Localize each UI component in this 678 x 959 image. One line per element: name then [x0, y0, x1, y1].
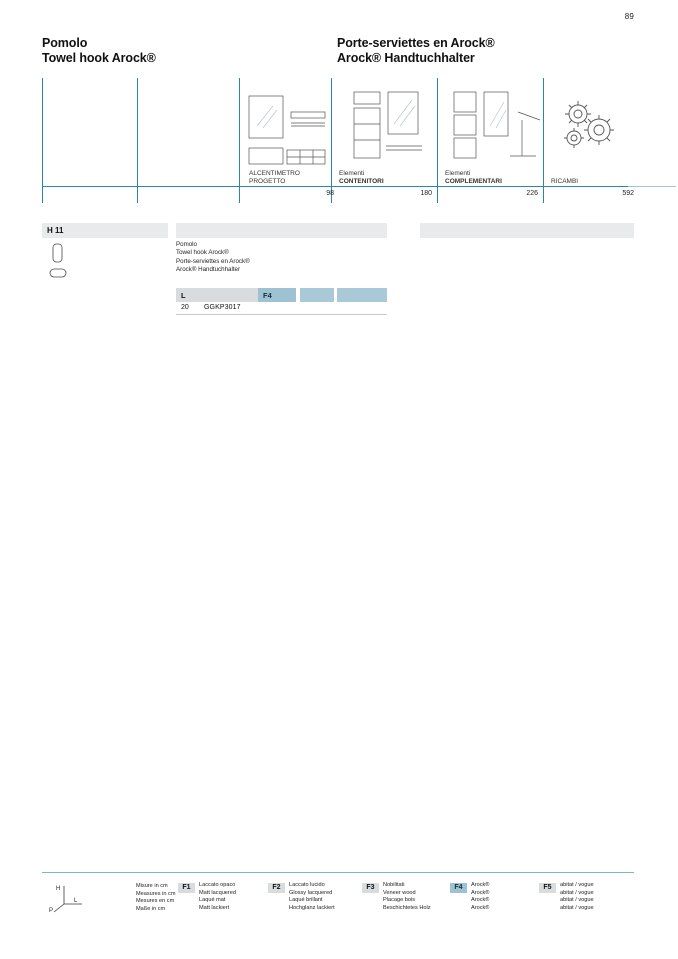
finish-text-f1 [199, 882, 236, 912]
nav-number-0: 98 [326, 190, 334, 197]
spec-header-finish-f4 [258, 288, 296, 302]
finish-f5-line1: abitat / vogue [560, 882, 594, 888]
page-title-right [337, 36, 495, 66]
finish-code-f2: F2 [268, 883, 285, 893]
finish-code-f5: F5 [539, 883, 556, 893]
finish-f5-line3: abitat / vogue [560, 897, 594, 904]
spec-header-col3 [300, 288, 334, 302]
description-band [176, 223, 387, 238]
measures-line3: Mesures en cm [136, 898, 175, 905]
nav-number-1: 180 [420, 190, 432, 197]
finish-f5-line4: abitat / vogue [560, 904, 594, 911]
nav-tick-1 [137, 78, 138, 203]
finish-f5-line2: abitat / vogue [560, 889, 594, 896]
finish-f3-line3: Placage bois [383, 897, 416, 904]
finish-text-f4 [471, 882, 489, 912]
nav-category-0-line2: PROGETTO [249, 178, 286, 185]
nav-category-0-line1: ALCENTIMETRO [249, 170, 300, 177]
dimension-axes-icon [48, 882, 92, 914]
nav-baseline [42, 186, 634, 187]
page-title-right-line2: Arock® Handtuchhalter [337, 51, 475, 65]
nav-number-3: 592 [622, 190, 634, 197]
finish-f4-line4: Arock® [471, 904, 490, 911]
nav-category-3[interactable] [551, 178, 578, 186]
towel-hook-icon [46, 243, 76, 283]
measures-legend [136, 883, 175, 913]
measures-line1: Misure in cm [136, 883, 168, 889]
gear-icon [554, 94, 624, 158]
nav-tick-4 [437, 78, 438, 203]
measures-line4: Maße in cm [136, 905, 166, 912]
spec-cell-size: 20 [181, 304, 189, 311]
footer-divider [42, 872, 634, 873]
finish-f3-line1: Nobilitati [383, 882, 405, 888]
spec-header-length-label: L [181, 291, 186, 300]
nav-category-0[interactable] [249, 170, 300, 186]
nav-tick-0 [42, 78, 43, 203]
finish-text-f3 [383, 882, 431, 912]
sketch-complementari [452, 90, 544, 168]
page-title-right-line1: Porte-serviettes en Arock® [337, 36, 495, 50]
nav-baseline-extension [628, 186, 676, 187]
nav-number-2: 226 [526, 190, 538, 197]
finish-f2-line3: Laqué brillant [289, 897, 323, 904]
finish-f1-line4: Matt lackiert [199, 904, 230, 911]
page-title-left [42, 36, 156, 66]
finish-f2-line1: Laccato lucido [289, 882, 325, 888]
nav-category-3-line2: RICAMBI [551, 178, 579, 185]
finish-f2-line4: Hochglanz lackiert [289, 904, 335, 911]
finish-f3-line2: Veneer wood [383, 889, 416, 896]
finish-text-f5 [560, 882, 594, 912]
spec-header-finish-f4-label: F4 [263, 291, 272, 300]
svg-text:P: P [49, 908, 54, 914]
nav-tick-2 [239, 78, 240, 203]
finish-text-f2 [289, 882, 335, 912]
product-description-line1: Pomolo [176, 241, 197, 248]
finish-f1-line1: Laccato opaco [199, 882, 236, 888]
page-number: 89 [624, 12, 634, 21]
nav-category-2-line1: Elementi [445, 170, 471, 177]
product-description [176, 241, 250, 275]
page-title-left-line1: Pomolo [42, 36, 88, 50]
sketch-alcentimetro [247, 92, 333, 172]
finish-f2-line2: Glossy lacquered [289, 889, 333, 896]
product-description-line3: Porte-serviettes en Arock® [176, 257, 250, 265]
measures-line2: Measures in cm [136, 890, 176, 897]
svg-text:L: L [74, 898, 78, 904]
spec-header-length [176, 288, 258, 302]
finish-f1-line3: Laqué mat [199, 897, 226, 904]
sketch-contenitori [352, 90, 430, 166]
product-description-line2: Towel hook Arock® [176, 249, 229, 257]
nav-category-2[interactable] [445, 170, 502, 186]
finish-f4-line1: Arock® [471, 882, 490, 888]
height-band-label: H 11 [47, 226, 64, 235]
page-title-left-line2: Towel hook Arock® [42, 51, 156, 65]
svg-text:H: H [56, 886, 61, 892]
spec-cell-code: GGKP3017 [204, 304, 241, 311]
finish-code-f3: F3 [362, 883, 379, 893]
nav-category-1-line2: CONTENITORI [339, 178, 384, 185]
spec-header-col4 [337, 288, 387, 302]
finish-f4-line2: Arock® [471, 889, 490, 896]
spec-table [176, 288, 387, 315]
finish-code-f4: F4 [450, 883, 467, 893]
nav-category-1[interactable] [339, 170, 384, 186]
product-description-line4: Arock® Handtuchhalter [176, 266, 241, 274]
spec-table-header [176, 288, 387, 302]
finish-f1-line2: Matt lacquered [199, 889, 237, 896]
right-band [420, 223, 634, 238]
nav-category-1-line1: Elementi [339, 170, 365, 177]
table-row [176, 302, 387, 315]
finish-f3-line4: Beschichtetes Holz [383, 904, 431, 911]
nav-category-2-line2: COMPLEMENTARI [445, 178, 502, 185]
chapter-navigation [42, 78, 634, 197]
finish-f4-line3: Arock® [471, 897, 490, 904]
finish-code-f1: F1 [178, 883, 195, 893]
